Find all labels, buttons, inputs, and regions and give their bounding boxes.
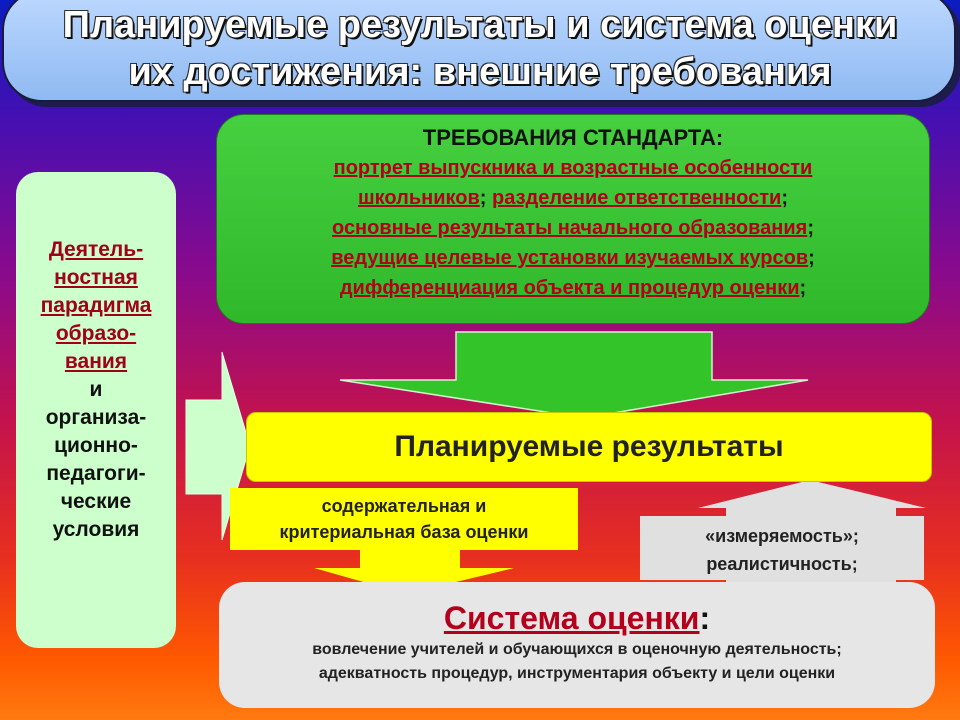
conditions-line-1: и xyxy=(89,378,103,401)
criteria-line-2: критериальная база оценки xyxy=(279,522,529,542)
standard-item-target-settings[interactable]: ведущие целевые установки изучаемых курсов xyxy=(331,247,809,269)
conditions-line-3: ционно- xyxy=(54,434,138,457)
standard-sep-4: ; xyxy=(808,247,815,269)
paradigm-line-2[interactable]: ностная xyxy=(54,266,138,289)
standard-sep-3: ; xyxy=(807,217,814,239)
conditions-line-6: условия xyxy=(52,518,140,541)
evaluation-line-1 xyxy=(219,638,935,662)
paradigm-line-4[interactable]: образо- xyxy=(55,322,137,345)
standard-item-pupils[interactable]: школьников xyxy=(358,187,480,209)
measure-line-1: «измеряемость»; xyxy=(705,526,859,546)
evaluation-system-box xyxy=(219,582,935,708)
evaluation-heading xyxy=(219,598,935,638)
standard-heading: ТРЕБОВАНИЯ СТАНДАРТА: xyxy=(422,125,724,150)
paradigm-line-5[interactable]: вания xyxy=(64,350,128,373)
title-line-2: их достижения: внешние требования xyxy=(128,51,832,93)
planned-results-box: Планируемые результаты xyxy=(246,412,932,482)
conditions-line-5: ческие xyxy=(60,490,132,513)
standard-item-graduate-portrait[interactable]: портрет выпускника и возрастные особенности xyxy=(333,157,813,179)
evaluation-line-2: адекватность процедур, инструментария объекту и цели оценки xyxy=(318,665,836,682)
conditions-line-2: организа- xyxy=(45,406,147,429)
paradigm-line-3[interactable]: парадигма xyxy=(40,294,152,317)
evaluation-heading-link[interactable]: Система оценки xyxy=(443,600,700,636)
evaluation-line-1-end: ; xyxy=(836,641,842,658)
standard-line-1 xyxy=(217,153,929,183)
criteria-base-box xyxy=(230,488,578,550)
standard-item-responsibility[interactable]: разделение ответственности xyxy=(492,187,782,209)
measurability-box xyxy=(640,516,924,580)
down-arrow-green xyxy=(340,332,808,418)
standard-requirements-box xyxy=(216,114,930,324)
title-line-1: Планируемые результаты и система оценки xyxy=(62,4,898,46)
standard-line-3 xyxy=(217,213,929,243)
evaluation-heading-colon: : xyxy=(699,600,711,636)
standard-item-differentiation[interactable]: дифференциация объекта и процедур оценки xyxy=(339,277,800,299)
evaluation-line-1-text: вовлечение учителей и обучающихся в оценочную деятельность xyxy=(312,641,837,658)
standard-line-4 xyxy=(217,243,929,273)
standard-item-main-results[interactable]: основные результаты начального образования xyxy=(331,217,808,239)
standard-sep-2: ; xyxy=(781,187,788,209)
conditions-line-4: педагоги- xyxy=(46,462,146,485)
activity-paradigm-box xyxy=(16,172,176,648)
paradigm-line-1[interactable]: Деятель- xyxy=(48,238,144,261)
standard-sep-5: ; xyxy=(799,277,807,299)
criteria-line-1: содержательная и xyxy=(321,496,487,516)
measure-line-2: реалистичность; xyxy=(706,554,858,574)
standard-sep-1: ; xyxy=(479,187,493,209)
standard-line-2 xyxy=(217,183,929,213)
standard-line-5 xyxy=(217,273,929,303)
